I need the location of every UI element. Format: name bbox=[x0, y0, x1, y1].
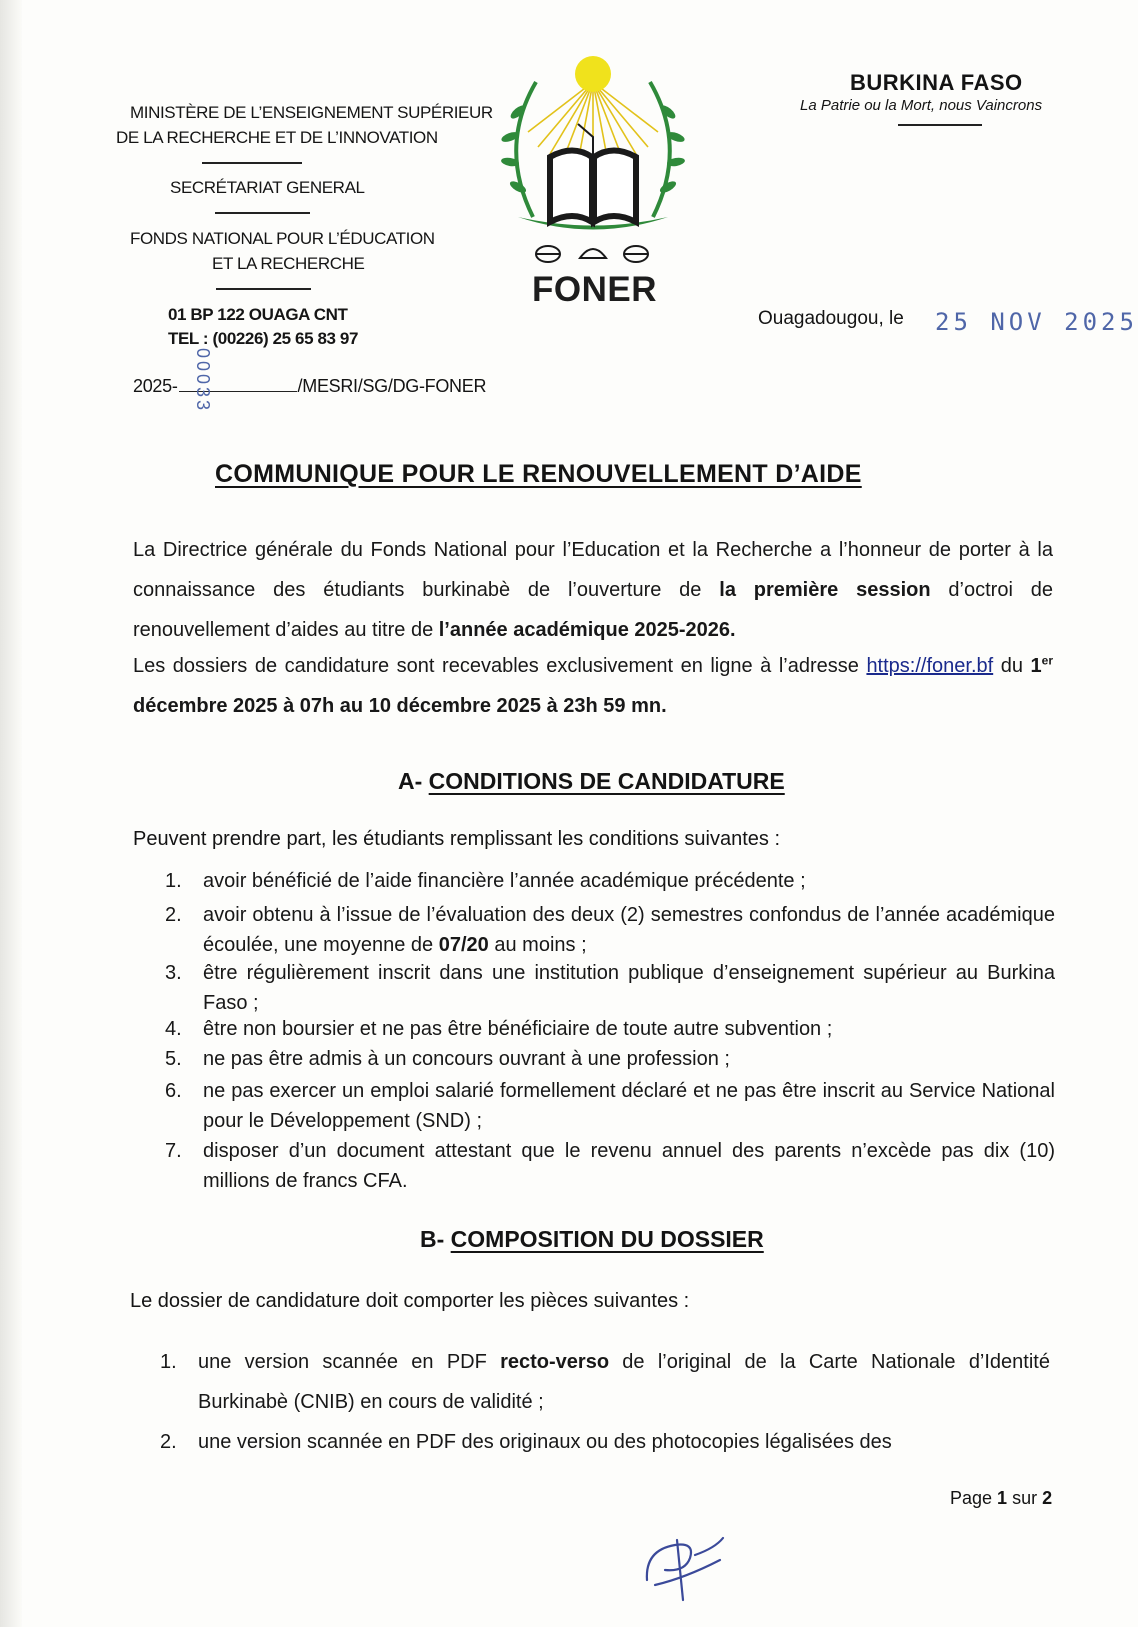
page-label: Page bbox=[950, 1488, 998, 1508]
item-number: 2. bbox=[165, 904, 182, 926]
reference-prefix: 2025- bbox=[133, 376, 178, 396]
reference-suffix: /MESRI/SG/DG-FONER bbox=[297, 376, 487, 396]
logo-text: FONER bbox=[532, 270, 657, 309]
item-text-part: au moins ; bbox=[488, 934, 587, 956]
section-prefix: A- bbox=[398, 768, 429, 794]
item-emphasis: 07/20 bbox=[438, 934, 489, 956]
item-number: 1. bbox=[160, 1351, 177, 1373]
tel-line: TEL : (00226) 25 65 83 97 bbox=[168, 329, 359, 348]
item-text-part: avoir obtenu à l’issue de l’évaluation des deux (2) semestres confondus de l’année académique écoulée, une moyenne de bbox=[203, 904, 1055, 956]
ordinal-suffix: er bbox=[1041, 653, 1054, 668]
item-number: 3. bbox=[165, 962, 182, 984]
item-text: ne pas être admis à un concours ouvrant à une profession ; bbox=[203, 1048, 730, 1070]
paragraph-emphasis: la première session bbox=[719, 579, 931, 601]
reference-number bbox=[133, 376, 486, 397]
item-text: être non boursier et ne pas être bénéficiaire de toute autre subvention ; bbox=[203, 1018, 833, 1040]
date-range-text: décembre 2025 à 07h au 10 décembre 2025 à 23h 59 mn. bbox=[133, 695, 667, 717]
initials-signature-icon bbox=[635, 1530, 730, 1605]
section-a-heading bbox=[398, 768, 785, 795]
item-number: 2. bbox=[160, 1431, 177, 1453]
foner-website-link[interactable]: https://foner.bf bbox=[866, 655, 994, 677]
item-number: 5. bbox=[165, 1048, 182, 1070]
item-number: 6. bbox=[165, 1080, 182, 1102]
submission-paragraph bbox=[133, 646, 1053, 726]
section-a-intro: Peuvent prendre part, les étudiants remplissant les conditions suivantes : bbox=[133, 828, 781, 850]
paragraph-text: du bbox=[993, 655, 1031, 677]
item-text: disposer d’un document attestant que le revenu annuel des parents n’excède pas dix (10) millions de francs CFA. bbox=[203, 1140, 1055, 1192]
item-number: 7. bbox=[165, 1140, 182, 1162]
section-prefix: B- bbox=[420, 1226, 451, 1252]
ministry-line-2: DE LA RECHERCHE ET DE L’INNOVATION bbox=[116, 128, 438, 147]
date-start-day: 1 bbox=[1030, 655, 1042, 677]
divider bbox=[216, 288, 311, 290]
national-motto: La Patrie ou la Mort, nous Vaincrons bbox=[800, 97, 1043, 114]
fund-line-2: ET LA RECHERCHE bbox=[212, 254, 365, 273]
item-text: avoir bénéficié de l’aide financière l’année académique précédente ; bbox=[203, 870, 806, 892]
section-title: COMPOSITION DU DOSSIER bbox=[450, 1226, 764, 1252]
item-text: ne pas exercer un emploi salarié formellement déclaré et ne pas être inscrit au Service National pour le Développement (SND) ; bbox=[203, 1080, 1055, 1132]
section-title: CONDITIONS DE CANDIDATURE bbox=[428, 768, 785, 794]
item-text: être régulièrement inscrit dans une institution publique d’enseignement supérieur au Burkina Faso ; bbox=[203, 962, 1055, 1014]
page-current: 1 bbox=[997, 1488, 1008, 1508]
divider bbox=[898, 124, 982, 126]
item-number: 1. bbox=[165, 870, 182, 892]
address-line: 01 BP 122 OUAGA CNT bbox=[168, 305, 348, 324]
paragraph-emphasis: l’année académique 2025-2026. bbox=[438, 619, 736, 641]
secretariat-line: SECRÉTARIAT GENERAL bbox=[170, 178, 365, 197]
place-date-label: Ouagadougou, le bbox=[758, 308, 904, 329]
paragraph-text: La Directrice générale du Fonds National pour l’Education et la Recherche a l’honneur de porter à la connaissance des étudiants burkinabè de l’ouverture de bbox=[133, 539, 1053, 601]
date-stamp: 25 NOV 2025 bbox=[935, 308, 1138, 336]
page-number bbox=[950, 1488, 1052, 1509]
intro-paragraph bbox=[133, 530, 1053, 650]
divider bbox=[215, 212, 310, 214]
reference-stamp-number: 00033 bbox=[193, 348, 213, 414]
page-separator: sur bbox=[1007, 1488, 1043, 1508]
item-text bbox=[198, 1342, 1050, 1422]
scan-shadow bbox=[0, 0, 22, 1627]
fund-line-1: FONDS NATIONAL POUR L’ÉDUCATION bbox=[130, 229, 435, 248]
item-text: une version scannée en PDF des originaux ou des photocopies légalisées des bbox=[198, 1431, 892, 1453]
item-text bbox=[203, 900, 1055, 960]
paragraph-text: Les dossiers de candidature sont recevables exclusivement en ligne à l’adresse bbox=[133, 655, 867, 677]
item-text-part: de l’original de la Carte Nationale d’Identité Burkinabè (CNIB) en cours de validité ; bbox=[198, 1351, 1050, 1413]
section-b-intro: Le dossier de candidature doit comporter les pièces suivantes : bbox=[130, 1290, 690, 1312]
paragraph-text: d’octroi de renouvellement d’aides au titre de bbox=[133, 579, 1053, 641]
country-name: BURKINA FASO bbox=[850, 70, 1023, 95]
item-number: 4. bbox=[165, 1018, 182, 1040]
document-title: COMMUNIQUE POUR LE RENOUVELLEMENT D’AIDE bbox=[215, 460, 862, 488]
divider bbox=[202, 162, 302, 164]
section-b-heading bbox=[420, 1226, 764, 1253]
item-text-part: une version scannée en PDF bbox=[198, 1351, 501, 1373]
ministry-line-1: MINISTÈRE DE L’ENSEIGNEMENT SUPÉRIEUR bbox=[130, 103, 493, 122]
page-total: 2 bbox=[1042, 1488, 1053, 1508]
item-emphasis: recto-verso bbox=[500, 1351, 610, 1373]
